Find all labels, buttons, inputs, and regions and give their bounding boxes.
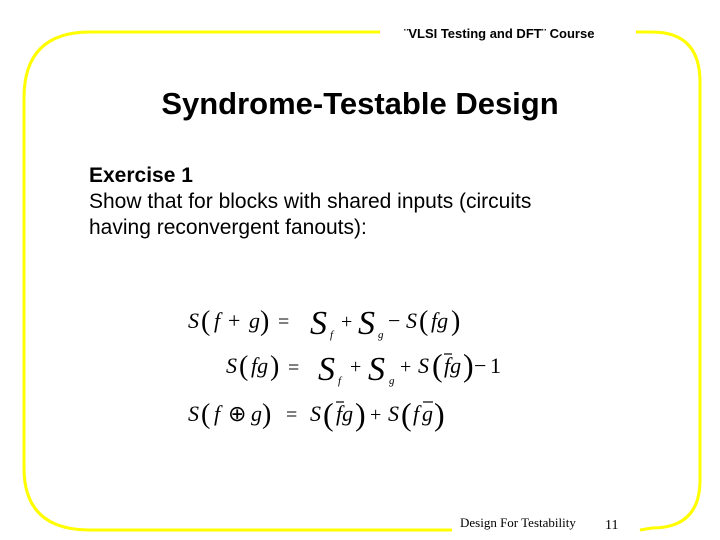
- svg-text:S: S: [418, 353, 429, 378]
- svg-text:−: −: [474, 353, 487, 378]
- svg-text:=: =: [288, 357, 300, 379]
- svg-text:S: S: [368, 351, 385, 388]
- svg-text:f: f: [214, 401, 221, 426]
- svg-text:): ): [262, 399, 272, 430]
- svg-text:+: +: [350, 356, 362, 378]
- svg-text:=: =: [286, 404, 298, 426]
- svg-text:f: f: [330, 329, 334, 341]
- svg-text:f: f: [413, 401, 420, 426]
- course-header: ¨VLSI Testing and DFT¨ Course: [404, 26, 595, 41]
- svg-text:=: =: [278, 311, 290, 333]
- svg-text:g: g: [422, 401, 433, 426]
- svg-text:): ): [355, 396, 366, 432]
- svg-text:S: S: [188, 401, 199, 426]
- exercise-block: [89, 163, 531, 241]
- svg-text:fg: fg: [336, 401, 354, 426]
- svg-text:): ): [434, 396, 445, 432]
- svg-text:S: S: [188, 308, 199, 333]
- svg-text:S: S: [310, 401, 321, 426]
- svg-text:−: −: [388, 308, 401, 333]
- exercise-text-line-1: Show that for blocks with shared inputs (circuits: [89, 190, 532, 213]
- svg-text:fg: fg: [251, 353, 269, 378]
- svg-text:S: S: [226, 353, 237, 378]
- page-number: 11: [605, 518, 619, 533]
- svg-text:(: (: [201, 399, 211, 430]
- svg-text:⊕: ⊕: [228, 401, 247, 426]
- footer-label: Design For Testability: [460, 515, 576, 530]
- svg-text:): ): [451, 306, 461, 337]
- svg-text:+: +: [341, 311, 353, 333]
- svg-text:g: g: [378, 329, 384, 341]
- svg-text:(: (: [323, 396, 334, 432]
- slide-title: Syndrome-Testable Design: [161, 86, 559, 121]
- svg-text:(: (: [401, 396, 412, 432]
- svg-text:+: +: [370, 404, 382, 426]
- svg-text:g: g: [389, 375, 395, 387]
- svg-text:+: +: [228, 308, 241, 333]
- exercise-title: Exercise 1: [89, 164, 193, 187]
- svg-text:1: 1: [490, 353, 501, 378]
- svg-text:(: (: [201, 306, 211, 337]
- svg-text:f: f: [338, 375, 342, 387]
- svg-text:g: g: [249, 308, 260, 333]
- svg-text:S: S: [406, 308, 417, 333]
- svg-text:S: S: [358, 305, 375, 342]
- svg-text:): ): [463, 347, 474, 383]
- svg-text:g: g: [251, 401, 262, 426]
- svg-text:fg: fg: [444, 353, 462, 378]
- svg-text:+: +: [400, 356, 412, 378]
- svg-text:S: S: [388, 401, 399, 426]
- svg-text:S: S: [318, 351, 335, 388]
- svg-text:(: (: [239, 351, 249, 382]
- svg-text:S: S: [310, 305, 327, 342]
- svg-text:fg: fg: [431, 308, 449, 333]
- svg-text:f: f: [214, 308, 221, 333]
- svg-text:): ): [260, 306, 270, 337]
- svg-text:): ): [270, 351, 280, 382]
- exercise-text-line-2: having reconvergent fanouts):: [89, 216, 367, 239]
- svg-text:(: (: [432, 347, 443, 383]
- svg-text:(: (: [419, 306, 429, 337]
